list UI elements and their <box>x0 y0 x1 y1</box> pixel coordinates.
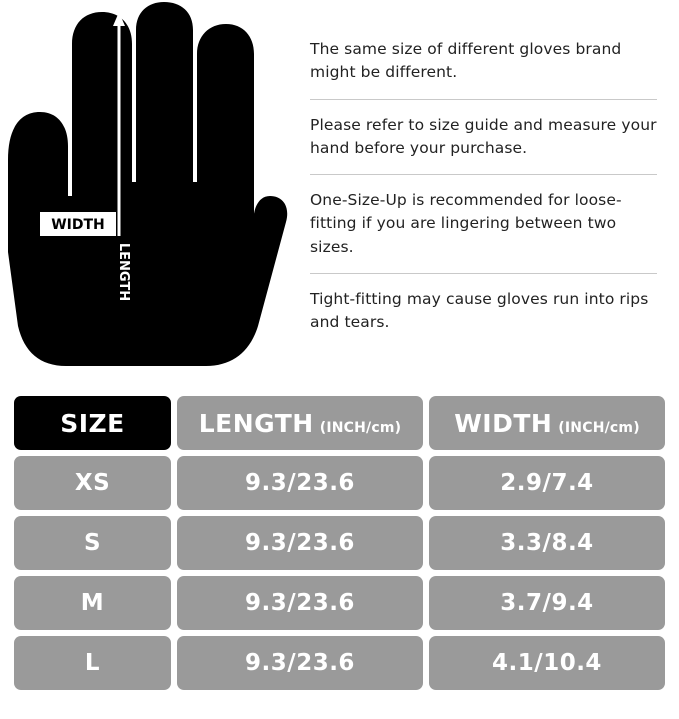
cell-width: 3.7/9.4 <box>429 576 665 630</box>
note-item: Tight-fitting may cause gloves run into rips and tears. <box>310 289 649 331</box>
hand-diagram <box>0 0 300 380</box>
cell-width: 3.3/8.4 <box>429 516 665 570</box>
header-width-text: WIDTH <box>454 408 553 438</box>
cell-width: 4.1/10.4 <box>429 636 665 690</box>
cell-size: S <box>14 516 171 570</box>
header-length <box>177 396 423 450</box>
table-row <box>14 636 665 690</box>
cell-size: XS <box>14 456 171 510</box>
note-item: One-Size-Up is recommended for loose-fitting if you are lingering between two sizes. <box>310 189 657 274</box>
table-row <box>14 516 665 570</box>
cell-length: 9.3/23.6 <box>177 636 423 690</box>
header-width-unit: (INCH/cm) <box>558 419 640 436</box>
cell-length: 9.3/23.6 <box>177 456 423 510</box>
note-item: The same size of different gloves brand might be different. <box>310 38 657 100</box>
size-table <box>14 396 665 696</box>
length-label: LENGTH <box>116 242 131 302</box>
hand-outline-svg <box>0 0 300 380</box>
header-width <box>429 396 665 450</box>
table-row <box>14 576 665 630</box>
note-item: Please refer to size guide and measure your hand before your purchase. <box>310 114 657 176</box>
notes-list <box>300 0 679 362</box>
cell-width: 2.9/7.4 <box>429 456 665 510</box>
width-label: WIDTH <box>51 217 105 233</box>
cell-length: 9.3/23.6 <box>177 516 423 570</box>
cell-size: L <box>14 636 171 690</box>
table-header-row <box>14 396 665 450</box>
header-length-text: LENGTH <box>198 408 314 438</box>
header-length-unit: (INCH/cm) <box>319 419 402 436</box>
cell-length: 9.3/23.6 <box>177 576 423 630</box>
cell-size: M <box>14 576 171 630</box>
header-size: SIZE <box>14 396 171 450</box>
table-row <box>14 456 665 510</box>
